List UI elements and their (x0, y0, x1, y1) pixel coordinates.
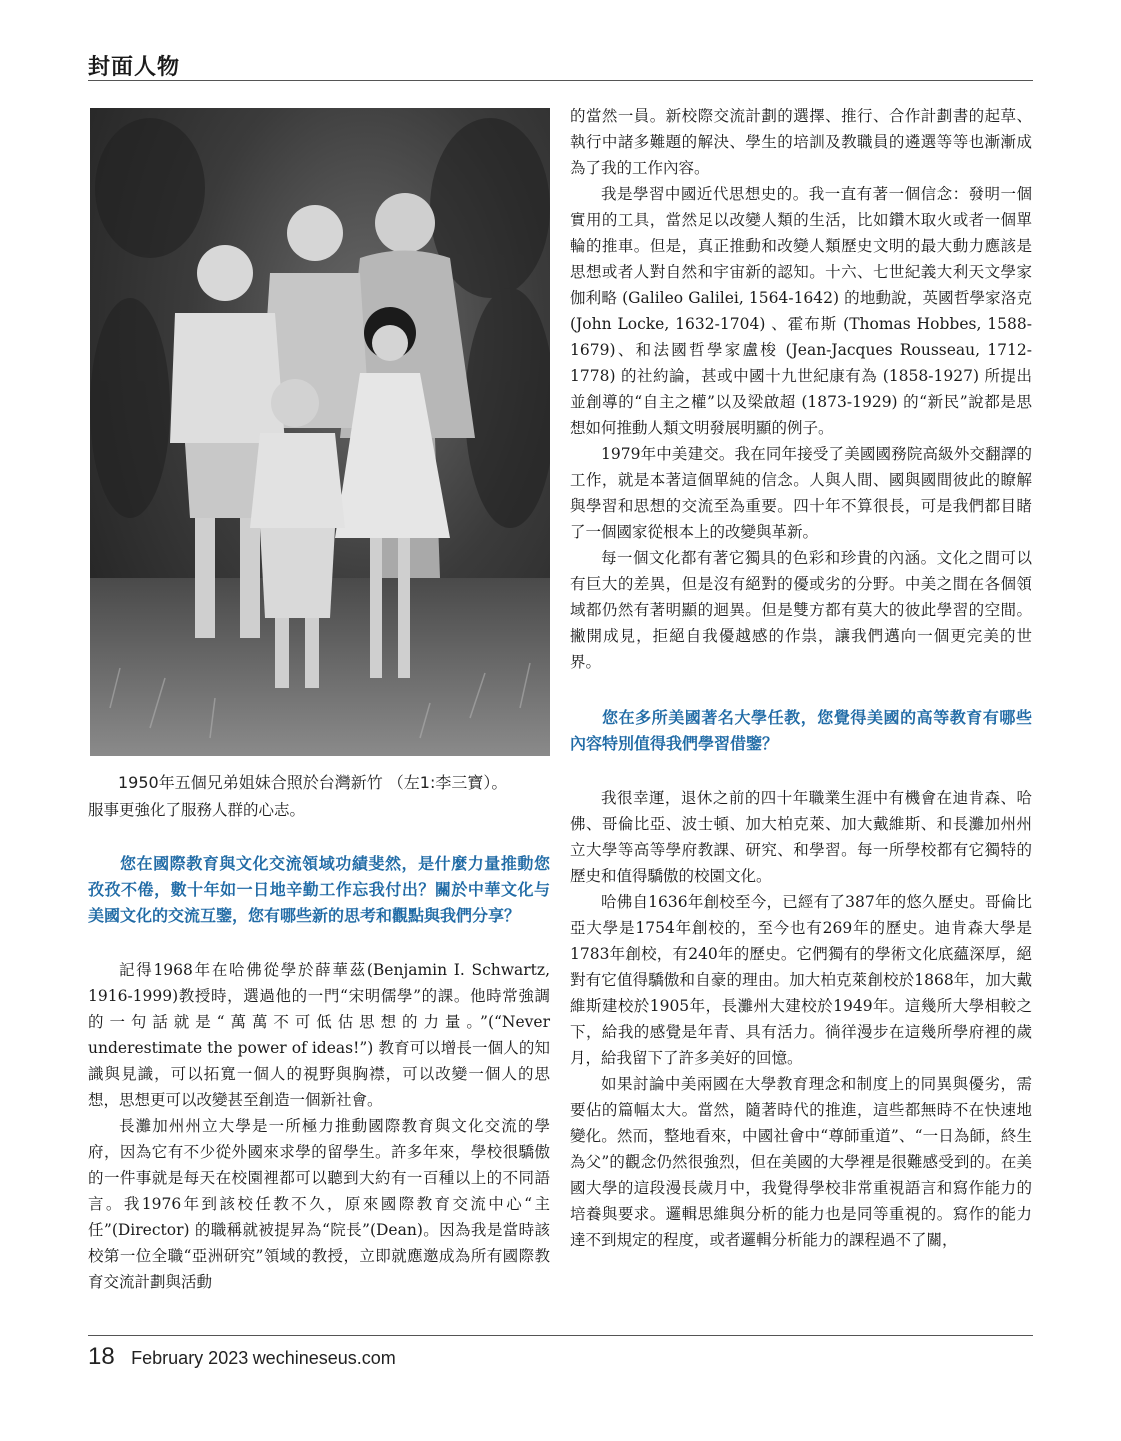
paragraph: 每一個文化都有著它獨具的色彩和珍貴的內涵。文化之間可以有巨大的差異，但是沒有絕對的優或劣的分野。中美之間在各個領域都仍然有著明顯的迴異。但是雙方都有莫大的彼此學習的空間。撇開成見，拒絕自我優越感的作祟，讓我們邁向一個更完美的世界。 (570, 549, 1032, 671)
section-title: 封面人物 (88, 54, 181, 80)
paragraph: 哈佛自1636年創校至今，已經有了387年的悠久歷史。哥倫比亞大學是1754年創校的，至今也有269年的歷史。迪肯森大學是1783年創校，有240年的歷史。它們獨有的學術文化底蘊深厚，絕對有它值得驕傲和自豪的理由。加大柏克萊創校於1868年，加大戴維斯建校於1905年，長灘州大建校於1949年。這幾所大學相較之下，給我的感覺是年青、具有活力。徜徉漫步在這幾所學府裡的歲月，給我留下了許多美好的回憶。 (570, 893, 1032, 1067)
paragraph: 記得1968年在哈佛從學於薛華茲(Benjamin I. Schwartz, 1916-1999)教授時，選過他的一門“宋明儒學”的課。他時常強調的一句話就是“萬萬不可低估思想的力量。”(“Never underestimate the power of ideas!”) 教育可以增長一個人的知識與見識，可以拓寬一個人的視野與胸襟，可以改變一個人的思想，思想更可以改變甚至創造一個新社會。 (88, 961, 550, 1109)
paragraph: 服事更強化了服務人群的心志。 (88, 801, 306, 819)
paragraph: 如果討論中美兩國在大學教育理念和制度上的同異與優劣，需要佔的篇幅太大。當然，隨著時代的推進，這些都無時不在快速地變化。然而，整地看來，中國社會中“尊師重道”、“一日為師，終生為父”的觀念仍然很強烈，但在美國的大學裡是很難感受到的。在美國大學的這段漫長歲月中，我覺得學校非常重視語言和寫作能力的培養與要求。邏輯思維與分析的能力也是同等重視的。寫作的能力達不到規定的程度，或者邏輯分析能力的課程過不了關， (570, 1075, 1032, 1249)
page-number: 18 (88, 1343, 115, 1370)
paragraph: 1979年中美建交。我在同年接受了美國國務院高級外交翻譯的工作，就是本著這個單純的信念。人與人間、國與國間彼此的瞭解與學習和思想的交流至為重要。四十年不算很長，可是我們都目睹了一個國家從根本上的改變與革新。 (570, 445, 1032, 541)
bottom-divider (88, 1335, 1033, 1336)
interview-question: 您在多所美國著名大學任教，您覺得美國的高等教育有哪些內容特別值得我們學習借鑒？ (570, 708, 1032, 753)
family-photo (90, 108, 550, 756)
left-column (88, 797, 550, 1295)
paragraph: 的當然一員。新校際交流計劃的選擇、推行、合作計劃書的起草、執行中諸多難題的解決、學生的培訓及教職員的遴選等等也漸漸成為了我的工作內容。 (570, 107, 1032, 177)
page-footer (88, 1343, 396, 1371)
interview-question: 您在國際教育與文化交流領域功績斐然，是什麼力量推動您孜孜不倦，數十年如一日地辛勤工作忘我付出？關於中華文化与美國文化的交流互鑒，您有哪些新的思考和觀點與我們分享？ (88, 854, 550, 925)
website: wechineseus.com (252, 1348, 396, 1368)
paragraph: 我很幸運，退休之前的四十年職業生涯中有機會在迪肯森、哈佛、哥倫比亞、波士頓、加大柏克萊、加大戴維斯、和長灘加州州立大學等高等學府教課、研究、和學習。每一所學校都有它獨特的歷史和值得驕傲的校園文化。 (570, 789, 1032, 885)
issue-date: February 2023 (131, 1348, 249, 1368)
right-column (570, 103, 1032, 1253)
photo-caption: 1950年五個兄弟姐妹合照於台灣新竹 （左1:李三寶）。 (118, 773, 508, 792)
top-divider (88, 80, 1033, 81)
paragraph: 我是學習中國近代思想史的。我一直有著一個信念：發明一個實用的工具，當然足以改變人類的生活，比如鑽木取火或者一個單輪的推車。但是，真正推動和改變人類歷史文明的最大動力應該是思想或者人對自然和宇宙新的認知。十六、七世紀義大利天文學家伽利略 (Galileo Galilei, 1564-1642) 的地動說，英國哲學家洛克 (John Locke, 1632-1704) 、霍布斯 (Thomas Hobbes, 1588-1679)、和法國哲學家盧梭 (Jean-Jacques Rousseau, 1712-1778) 的社約論，甚或中國十九世紀康有為 (1858-1927) 所提出並創導的“自主之權”以及梁啟超 (1873-1929) 的“新民”說都是思想如何推動人類文明發展明顯的例子。 (570, 185, 1032, 437)
paragraph: 長灘加州州立大學是一所極力推動國際教育與文化交流的學府，因為它有不少從外國來求學的留學生。許多年來，學校很驕傲的一件事就是每天在校園裡都可以聽到大約有一百種以上的不同語言。我1976年到該校任教不久，原來國際教育交流中心“主任”(Director) 的職稱就被提昇為“院長”(Dean)。因為我是當時該校第一位全職“亞洲研究”領域的教授，立即就應邀成為所有國際教育交流計劃與活動 (88, 1117, 550, 1291)
